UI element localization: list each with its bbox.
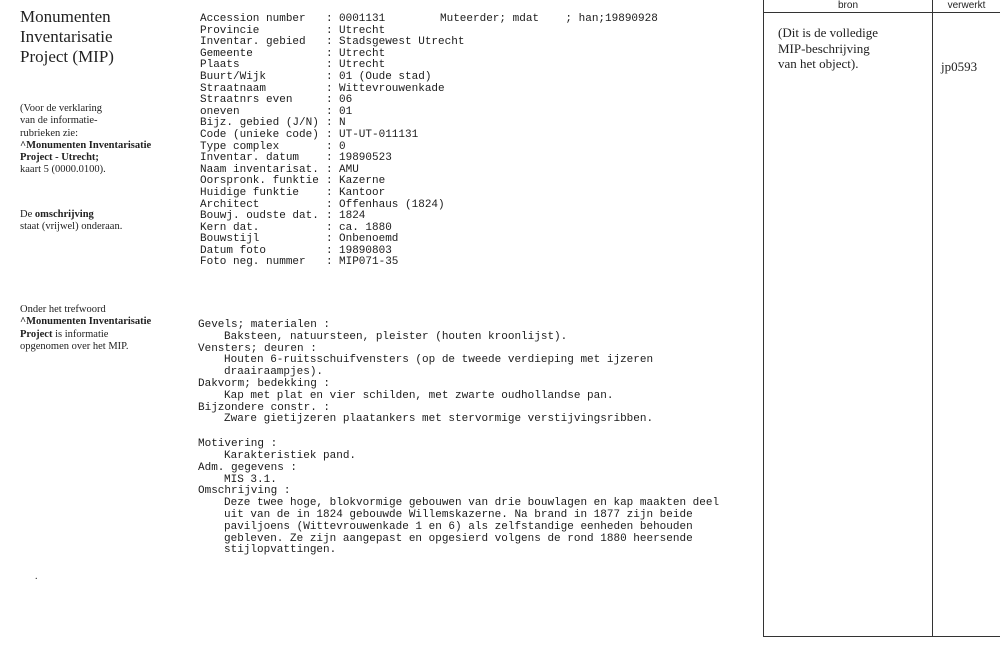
field-colon: : xyxy=(326,82,333,95)
record-fields xyxy=(200,14,530,269)
field-colon: : xyxy=(326,210,333,223)
source-table-header xyxy=(764,0,1000,13)
section-text-line: Deze twee hoge, blokvormige gebouwen van drie bouwlagen en kap maakten deel xyxy=(224,497,720,510)
muteerder-line: Muteerder; mdat ; han;19890928 xyxy=(440,13,658,25)
description-line: (Dit is de volledige xyxy=(778,25,879,40)
field-label: Kern dat. xyxy=(200,221,260,234)
section-text-line: Houten 6-ruitsschuifvensters (op de tweede verdieping met ijzeren xyxy=(224,354,654,367)
field-colon: : xyxy=(326,152,333,165)
section-heading: Gevels; materialen : xyxy=(198,319,331,331)
field-row xyxy=(200,188,530,200)
field-colon: : xyxy=(326,94,333,107)
field-colon: : xyxy=(326,13,333,25)
field-label: Inventar. datum xyxy=(200,152,300,165)
note-text: De xyxy=(20,209,35,220)
section-text-line: Karakteristiek pand. xyxy=(224,449,357,462)
field-label: Buurt/Wijk xyxy=(200,70,267,83)
field-label: Plaats xyxy=(200,59,240,72)
field-value: ca. 1880 xyxy=(339,221,392,234)
section-gap xyxy=(198,426,758,439)
field-row xyxy=(200,95,530,107)
field-colon: : xyxy=(326,59,333,72)
note-line: rubrieken zie: xyxy=(20,127,79,139)
field-label: Accession number xyxy=(200,13,306,25)
field-value: Utrecht xyxy=(339,24,386,37)
field-row xyxy=(200,153,530,165)
record-body xyxy=(198,320,758,557)
note-bold-line: Project - Utrecht; xyxy=(20,152,99,164)
field-colon: : xyxy=(326,163,333,176)
field-colon: : xyxy=(326,244,333,257)
section-text-line: Zware gietijzeren plaatankers met stervormige verstijvingsribben. xyxy=(224,413,654,426)
field-colon: : xyxy=(326,24,333,37)
field-colon: : xyxy=(326,233,333,246)
left-sidebar xyxy=(0,0,175,649)
section-text-line: draairaampjes). xyxy=(224,366,324,379)
field-colon: : xyxy=(326,36,333,49)
field-value: Kantoor xyxy=(339,186,386,199)
sidebar-title-line-3: Project (MIP) xyxy=(20,47,114,66)
section-text-line: Baksteen, natuursteen, pleister (houten kroonlijst). xyxy=(224,330,568,343)
field-colon: : xyxy=(326,128,333,141)
description-line: van het object). xyxy=(778,56,859,71)
field-label: Datum foto xyxy=(200,244,267,257)
field-label: oneven xyxy=(200,105,240,118)
field-row xyxy=(200,257,530,269)
stray-dot: . xyxy=(35,571,38,582)
field-colon: : xyxy=(326,105,333,118)
field-colon: : xyxy=(326,70,333,83)
field-value: Onbenoemd xyxy=(339,233,399,246)
verwerkt-code: jp0593 xyxy=(941,59,978,74)
field-label: Provincie xyxy=(200,24,260,37)
field-colon: : xyxy=(326,117,333,130)
field-colon: : xyxy=(326,47,333,60)
note-bold-line: Project xyxy=(20,328,53,340)
section-heading: Vensters; deuren : xyxy=(198,342,317,355)
sidebar-title xyxy=(20,7,170,67)
note-line: (Voor de verklaring xyxy=(20,103,103,114)
field-colon: : xyxy=(326,140,333,153)
field-label: Huidige funktie xyxy=(200,186,300,199)
field-row xyxy=(200,72,530,84)
section-text-line: stijlopvattingen. xyxy=(224,544,337,557)
sidebar-note-trefwoord xyxy=(20,304,170,353)
note-line: kaart 5 (0000.0100). xyxy=(20,164,106,176)
note-bold-line: ^Monumenten Inventarisatie xyxy=(20,316,152,328)
sidebar-title-line-2: Inventarisatie xyxy=(20,27,113,46)
section-heading: Omschrijving : xyxy=(198,485,291,498)
field-label: Oorspronk. funktie xyxy=(200,175,319,188)
header-bron: bron xyxy=(837,0,858,11)
field-label: Code (unieke code) xyxy=(200,128,319,141)
field-value: 01 xyxy=(339,105,353,118)
field-value: 01 (Oude stad) xyxy=(339,70,432,83)
field-value: UT-UT-011131 xyxy=(339,128,419,141)
field-label: Straatnrs even xyxy=(200,94,293,107)
field-colon: : xyxy=(326,186,333,199)
field-value: 19890803 xyxy=(339,244,392,257)
field-value: Utrecht xyxy=(339,47,386,60)
sidebar-title-line-1: Monumenten xyxy=(20,7,111,26)
field-value: 1824 xyxy=(339,210,366,223)
field-value: Offenhaus (1824) xyxy=(339,198,445,211)
sidebar-note-omschrijving xyxy=(20,209,170,234)
field-colon: : xyxy=(326,256,333,269)
field-value: 06 xyxy=(339,94,353,107)
note-text: is informatie xyxy=(52,328,109,340)
field-value: 19890523 xyxy=(339,152,392,165)
field-value: Stadsgewest Utrecht xyxy=(339,36,465,49)
field-label: Foto neg. nummer xyxy=(200,256,306,269)
field-label: Type complex xyxy=(200,140,280,153)
field-value: N xyxy=(339,117,346,130)
field-label: Naam inventarisat. xyxy=(200,163,319,176)
field-row xyxy=(200,14,530,26)
field-row xyxy=(200,130,530,142)
field-label: Architect xyxy=(200,198,260,211)
header-verwerkt: verwerkt xyxy=(947,0,986,11)
section-heading: Motivering : xyxy=(198,438,278,451)
section-text-line: uit van de in 1824 gebouwde Willemskazerne. Na brand in 1877 zijn beide xyxy=(224,508,693,521)
source-table xyxy=(763,0,1000,636)
source-description xyxy=(778,25,928,72)
note-line: Onder het trefwoord xyxy=(20,304,106,315)
section-text-line: Kap met plat en vier schilden, met zwarte oudhollandse pan. xyxy=(224,389,614,402)
field-value: MIP071-35 xyxy=(339,256,399,269)
field-row xyxy=(200,211,530,223)
field-label: Gemeente xyxy=(200,47,253,60)
column-divider xyxy=(932,0,933,636)
section-text-line: paviljoens (Wittevrouwenkade 1 en 6) als zelfstandige eenheden behouden xyxy=(224,520,693,533)
table-bottom-border xyxy=(763,636,1000,637)
field-value: 0 xyxy=(339,140,346,153)
field-value: 0001131 xyxy=(339,13,386,25)
field-label: Bijz. gebied (J/N) xyxy=(200,117,319,130)
section-heading: Adm. gegevens : xyxy=(198,461,298,474)
section-text-line: MIS 3.1. xyxy=(224,473,277,486)
description-line: MIP-beschrijving xyxy=(778,40,870,56)
section-heading: Bijzondere constr. : xyxy=(198,401,331,414)
sidebar-note-explanation xyxy=(20,103,170,177)
field-value: AMU xyxy=(339,163,359,176)
field-value: Wittevrouwenkade xyxy=(339,82,445,95)
section-heading: Dakvorm; bedekking : xyxy=(198,377,331,390)
note-line: staat (vrijwel) onderaan. xyxy=(20,221,123,233)
note-line: van de informatie- xyxy=(20,115,98,127)
note-bold-line: ^Monumenten Inventarisatie xyxy=(20,139,152,151)
field-value: Kazerne xyxy=(339,175,386,188)
field-label: Inventar. gebied xyxy=(200,36,306,49)
note-bold: omschrijving xyxy=(34,209,94,220)
field-colon: : xyxy=(326,221,333,234)
note-line: opgenomen over het MIP. xyxy=(20,340,129,352)
field-label: Bouwj. oudste dat. xyxy=(200,210,319,223)
field-colon: : xyxy=(326,175,333,188)
field-value: Utrecht xyxy=(339,59,386,72)
section-text-line: gebleven. Ze zijn aangepast en opgesierd volgens de rond 1880 heersende xyxy=(224,532,693,545)
field-colon: : xyxy=(326,198,333,211)
field-label: Straatnaam xyxy=(200,82,267,95)
field-label: Bouwstijl xyxy=(200,233,260,246)
